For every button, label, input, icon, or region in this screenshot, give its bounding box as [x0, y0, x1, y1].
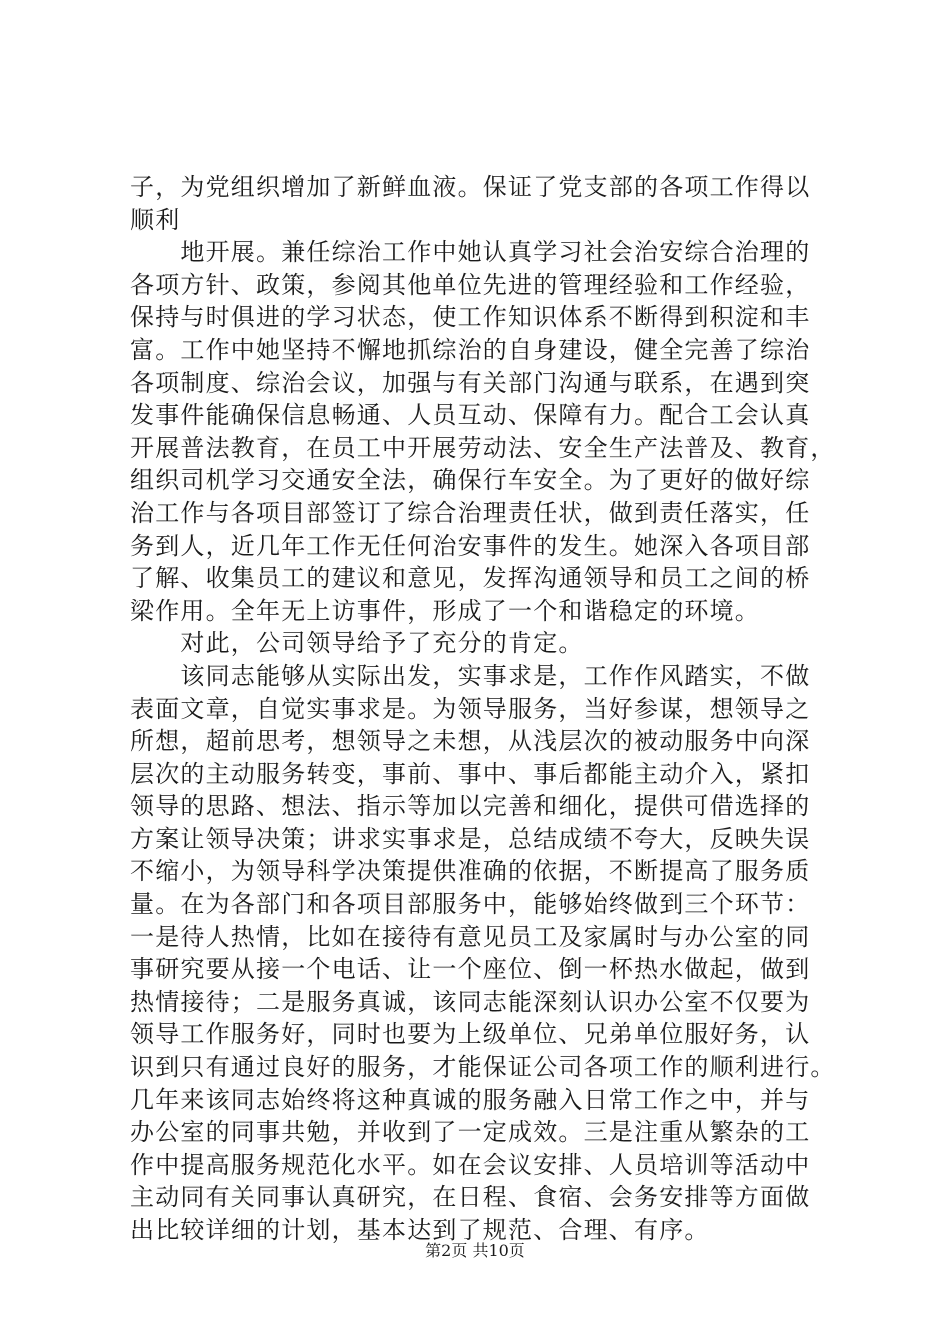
text-line: 几年来该同志始终将这种真诚的服务融入日常工作之中，并与 — [130, 1085, 811, 1114]
text-line: 各项方针、政策，参阅其他单位先进的管理经验和工作经验， — [130, 270, 811, 299]
body-text — [130, 171, 842, 1247]
text-line: 顺利 — [130, 205, 181, 234]
text-line: 开展普法教育，在员工中开展劳动法、安全生产法普及、教育， — [130, 433, 836, 462]
text-line: 富。工作中她坚持不懈地抓综治的自身建设，健全完善了综治 — [130, 335, 811, 364]
text-line: 事研究要从接一个电话、让一个座位、倒一杯热水做起，做到 — [130, 955, 811, 984]
text-line: 所想，超前思考，想领导之未想，从浅层次的被动服务中向深 — [130, 727, 811, 756]
text-line: 保持与时俱进的学习状态，使工作知识体系不断得到积淀和丰 — [130, 303, 811, 332]
text-line: 该同志能够从实际出发，实事求是，工作作风踏实，不做 — [130, 661, 811, 690]
text-line: 组织司机学习交通安全法，确保行车安全。为了更好的做好综 — [130, 466, 811, 495]
text-line: 出比较详细的计划，基本达到了规范、合理、有序。 — [130, 1216, 710, 1244]
text-line: 地开展。兼任综治工作中她认真学习社会治安综合治理的 — [130, 238, 811, 267]
text-line: 不缩小，为领导科学决策提供准确的依据，不断提高了服务质 — [130, 857, 811, 886]
text-line: 领导的思路、想法、指示等加以完善和细化，提供可借选择的 — [130, 792, 811, 821]
text-line: 层次的主动服务转变，事前、事中、事后都能主动介入，紧扣 — [130, 759, 811, 788]
text-line: 对此，公司领导给予了充分的肯定。 — [130, 629, 584, 658]
text-line: 发事件能确保信息畅通、人员互动、保障有力。配合工会认真 — [130, 401, 811, 430]
text-line: 量。在为各部门和各项目部服务中，能够始终做到三个环节： — [130, 890, 811, 919]
text-line: 方案让领导决策；讲求实事求是，总结成绩不夸大，反映失误 — [130, 824, 811, 853]
text-line: 领导工作服务好，同时也要为上级单位、兄弟单位服好务，认 — [130, 1020, 811, 1049]
text-line: 识到只有通过良好的服务，才能保证公司各项工作的顺利进行。 — [130, 1053, 836, 1082]
text-line: 表面文章，自觉实事求是。为领导服务，当好参谋，想领导之 — [130, 694, 811, 723]
text-line: 一是待人热情，比如在接待有意见员工及家属时与办公室的同 — [130, 922, 811, 951]
text-line: 热情接待；二是服务真诚，该同志能深刻认识办公室不仅要为 — [130, 987, 811, 1016]
text-line: 子，为党组织增加了新鲜血液。保证了党支部的各项工作得以 — [130, 173, 811, 201]
text-line: 作中提高服务规范化水平。如在会议安排、人员培训等活动中 — [130, 1150, 811, 1179]
text-line: 治工作与各项目部签订了综合治理责任状，做到责任落实，任 — [130, 498, 811, 527]
text-line: 办公室的同事共勉，并收到了一定成效。三是注重从繁杂的工 — [130, 1118, 811, 1147]
text-line: 了解、收集员工的建议和意见，发挥沟通领导和员工之间的桥 — [130, 564, 811, 593]
text-line: 主动同有关同事认真研究，在日程、食宿、会务安排等方面做 — [130, 1183, 811, 1212]
text-line: 各项制度、综治会议，加强与有关部门沟通与联系，在遇到突 — [130, 368, 811, 397]
text-line: 务到人，近几年工作无任何治安事件的发生。她深入各项目部 — [130, 531, 811, 560]
text-line: 梁作用。全年无上访事件，形成了一个和谐稳定的环境。 — [130, 596, 760, 625]
page-footer: 第2页 共10页 — [425, 1241, 525, 1260]
